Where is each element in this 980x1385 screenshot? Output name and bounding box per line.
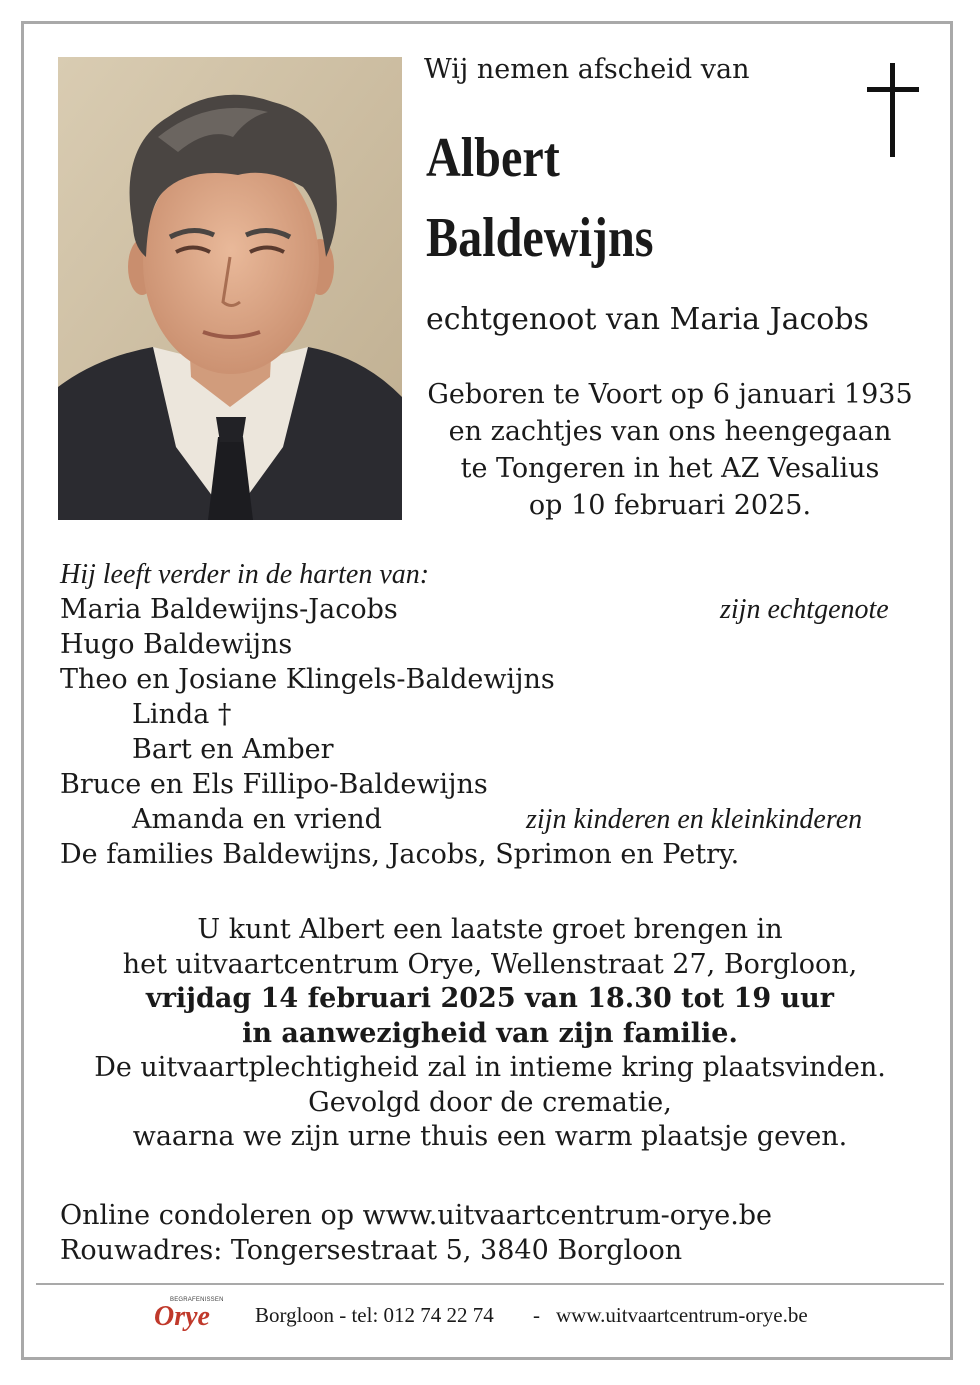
ceremony-line: het uitvaartcentrum Orye, Wellenstraat 27, Borgloon,	[122, 948, 858, 980]
footer-phone: Borgloon - tel: 012 74 22 74	[255, 1303, 494, 1327]
footer-website[interactable]: www.uitvaartcentrum-orye.be	[556, 1303, 808, 1327]
ceremony-date: vrijdag 14 februari 2025 van 18.30 tot 19 uur	[146, 983, 834, 1014]
relation-children: zijn kinderen en kleinkinderen	[526, 804, 863, 835]
bio-block	[410, 376, 930, 524]
ceremony-line: waarna we zijn urne thuis een warm plaatsje geven.	[132, 1121, 848, 1152]
logo-name: Orye	[154, 1301, 210, 1332]
ceremony-line: De uitvaartplechtigheid zal in intieme kring plaatsvinden.	[94, 1052, 886, 1083]
first-name: Albert	[426, 127, 560, 189]
ceremony-block	[40, 913, 940, 1155]
family-heading: Hij leeft verder in de harten van:	[60, 559, 430, 590]
mourning-address: Rouwadres: Tongersestraat 5, 3840 Borgloon	[60, 1235, 683, 1266]
bio-line: op 10 februari 2025.	[528, 490, 812, 521]
family-member: Amanda en vriend	[132, 804, 382, 835]
spouse-line: echtgenoot van Maria Jacobs	[426, 302, 869, 337]
family-member: Theo en Josiane Klingels-Baldewijns	[60, 664, 555, 695]
bio-line: te Tongeren in het AZ Vesalius	[460, 453, 880, 484]
intro-text: Wij nemen afscheid van	[424, 54, 750, 85]
family-member: Linda †	[132, 699, 232, 730]
family-member: De families Baldewijns, Jacobs, Sprimon en Petry.	[60, 839, 740, 870]
bio-line: Geboren te Voort op 6 januari 1935	[427, 379, 913, 410]
family-member: Maria Baldewijns-Jacobs	[60, 594, 398, 625]
logo-small-text: BEGRAFENISSEN	[170, 1297, 224, 1303]
footer-divider	[36, 1283, 944, 1285]
portrait-illustration	[58, 57, 402, 520]
cross-icon	[865, 63, 921, 157]
portrait-photo	[58, 57, 402, 520]
family-member: Bruce en Els Fillipo-Baldewijns	[60, 769, 488, 800]
ceremony-line: Gevolgd door de crematie,	[308, 1086, 672, 1118]
last-name: Baldewijns	[426, 207, 654, 269]
family-member: Bart en Amber	[132, 734, 334, 765]
bio-line: en zachtjes van ons heengegaan	[448, 416, 892, 447]
orye-logo	[150, 1297, 230, 1337]
online-condolence: Online condoleren op www.uitvaartcentrum-orye.be	[60, 1200, 773, 1231]
ceremony-line: U kunt Albert een laatste groet brengen in	[197, 914, 783, 945]
relation-spouse: zijn echtgenote	[720, 594, 889, 625]
footer-dash: -	[533, 1303, 540, 1327]
family-member: Hugo Baldewijns	[60, 629, 293, 660]
ceremony-note: in aanwezigheid van zijn familie.	[242, 1017, 738, 1049]
